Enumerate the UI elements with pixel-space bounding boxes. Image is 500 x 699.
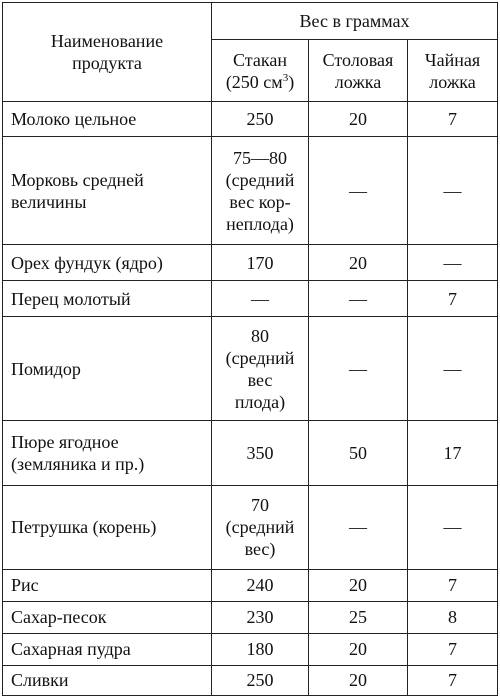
row-name: Рис bbox=[3, 569, 212, 601]
row-tablespoon: — bbox=[309, 137, 408, 245]
row-glass: — bbox=[212, 281, 309, 317]
header-glass-main: Стакан bbox=[233, 49, 287, 70]
table-row bbox=[3, 665, 498, 695]
row-name: Морковь средней величины bbox=[3, 137, 212, 245]
header-teaspoon: Чайная ложка bbox=[408, 40, 498, 102]
row-tablespoon: 20 bbox=[309, 245, 408, 281]
table-row bbox=[3, 317, 498, 421]
table-row bbox=[3, 569, 498, 601]
row-teaspoon: — bbox=[408, 485, 498, 569]
row-tablespoon: 20 bbox=[309, 102, 408, 137]
row-name: Сахарная пудра bbox=[3, 633, 212, 665]
row-tablespoon: 20 bbox=[309, 665, 408, 695]
row-teaspoon: — bbox=[408, 317, 498, 421]
row-name: Петрушка (корень) bbox=[3, 485, 212, 569]
row-glass: 240 bbox=[212, 569, 309, 601]
row-glass: 170 bbox=[212, 245, 309, 281]
header-glass bbox=[212, 40, 309, 102]
row-teaspoon: 7 bbox=[408, 281, 498, 317]
row-name: Пюре ягодное (земляника и пр.) bbox=[3, 421, 212, 485]
row-tablespoon: — bbox=[309, 281, 408, 317]
table-row bbox=[3, 102, 498, 137]
table-row bbox=[3, 245, 498, 281]
table-row bbox=[3, 485, 498, 569]
row-teaspoon: 7 bbox=[408, 665, 498, 695]
row-teaspoon: 7 bbox=[408, 633, 498, 665]
header-tablespoon: Столовая ложка bbox=[309, 40, 408, 102]
row-tablespoon: 25 bbox=[309, 601, 408, 633]
row-glass: 80 (средний вес плода) bbox=[212, 317, 309, 421]
row-glass: 230 bbox=[212, 601, 309, 633]
row-teaspoon: — bbox=[408, 137, 498, 245]
row-name: Орех фундук (ядро) bbox=[3, 245, 212, 281]
row-tablespoon: 20 bbox=[309, 633, 408, 665]
row-glass: 250 bbox=[212, 102, 309, 137]
row-glass: 70 (средний вес) bbox=[212, 485, 309, 569]
row-glass: 180 bbox=[212, 633, 309, 665]
header-weight-group: Вес в граммах bbox=[212, 3, 498, 40]
row-name: Сливки bbox=[3, 665, 212, 695]
row-name: Перец молотый bbox=[3, 281, 212, 317]
row-tablespoon: — bbox=[309, 317, 408, 421]
row-glass: 75—80 (средний вес кор- неплода) bbox=[212, 137, 309, 245]
header-glass-close: ) bbox=[288, 71, 295, 92]
row-teaspoon: 17 bbox=[408, 421, 498, 485]
row-teaspoon: 7 bbox=[408, 102, 498, 137]
row-name: Помидор bbox=[3, 317, 212, 421]
table-row bbox=[3, 633, 498, 665]
row-teaspoon: 8 bbox=[408, 601, 498, 633]
table-row bbox=[3, 601, 498, 633]
header-glass-sup: 3 bbox=[282, 71, 289, 84]
row-glass: 250 bbox=[212, 665, 309, 695]
row-tablespoon: — bbox=[309, 485, 408, 569]
row-name: Сахар-песок bbox=[3, 601, 212, 633]
row-name: Молоко цельное bbox=[3, 102, 212, 137]
weights-table bbox=[2, 2, 498, 696]
table-row bbox=[3, 137, 498, 245]
header-glass-sub: (250 см bbox=[225, 71, 283, 92]
table-row bbox=[3, 421, 498, 485]
row-teaspoon: 7 bbox=[408, 569, 498, 601]
table-row bbox=[3, 281, 498, 317]
header-product-name: Наименование продукта bbox=[3, 3, 212, 102]
row-tablespoon: 50 bbox=[309, 421, 408, 485]
row-teaspoon: — bbox=[408, 245, 498, 281]
row-glass: 350 bbox=[212, 421, 309, 485]
row-tablespoon: 20 bbox=[309, 569, 408, 601]
